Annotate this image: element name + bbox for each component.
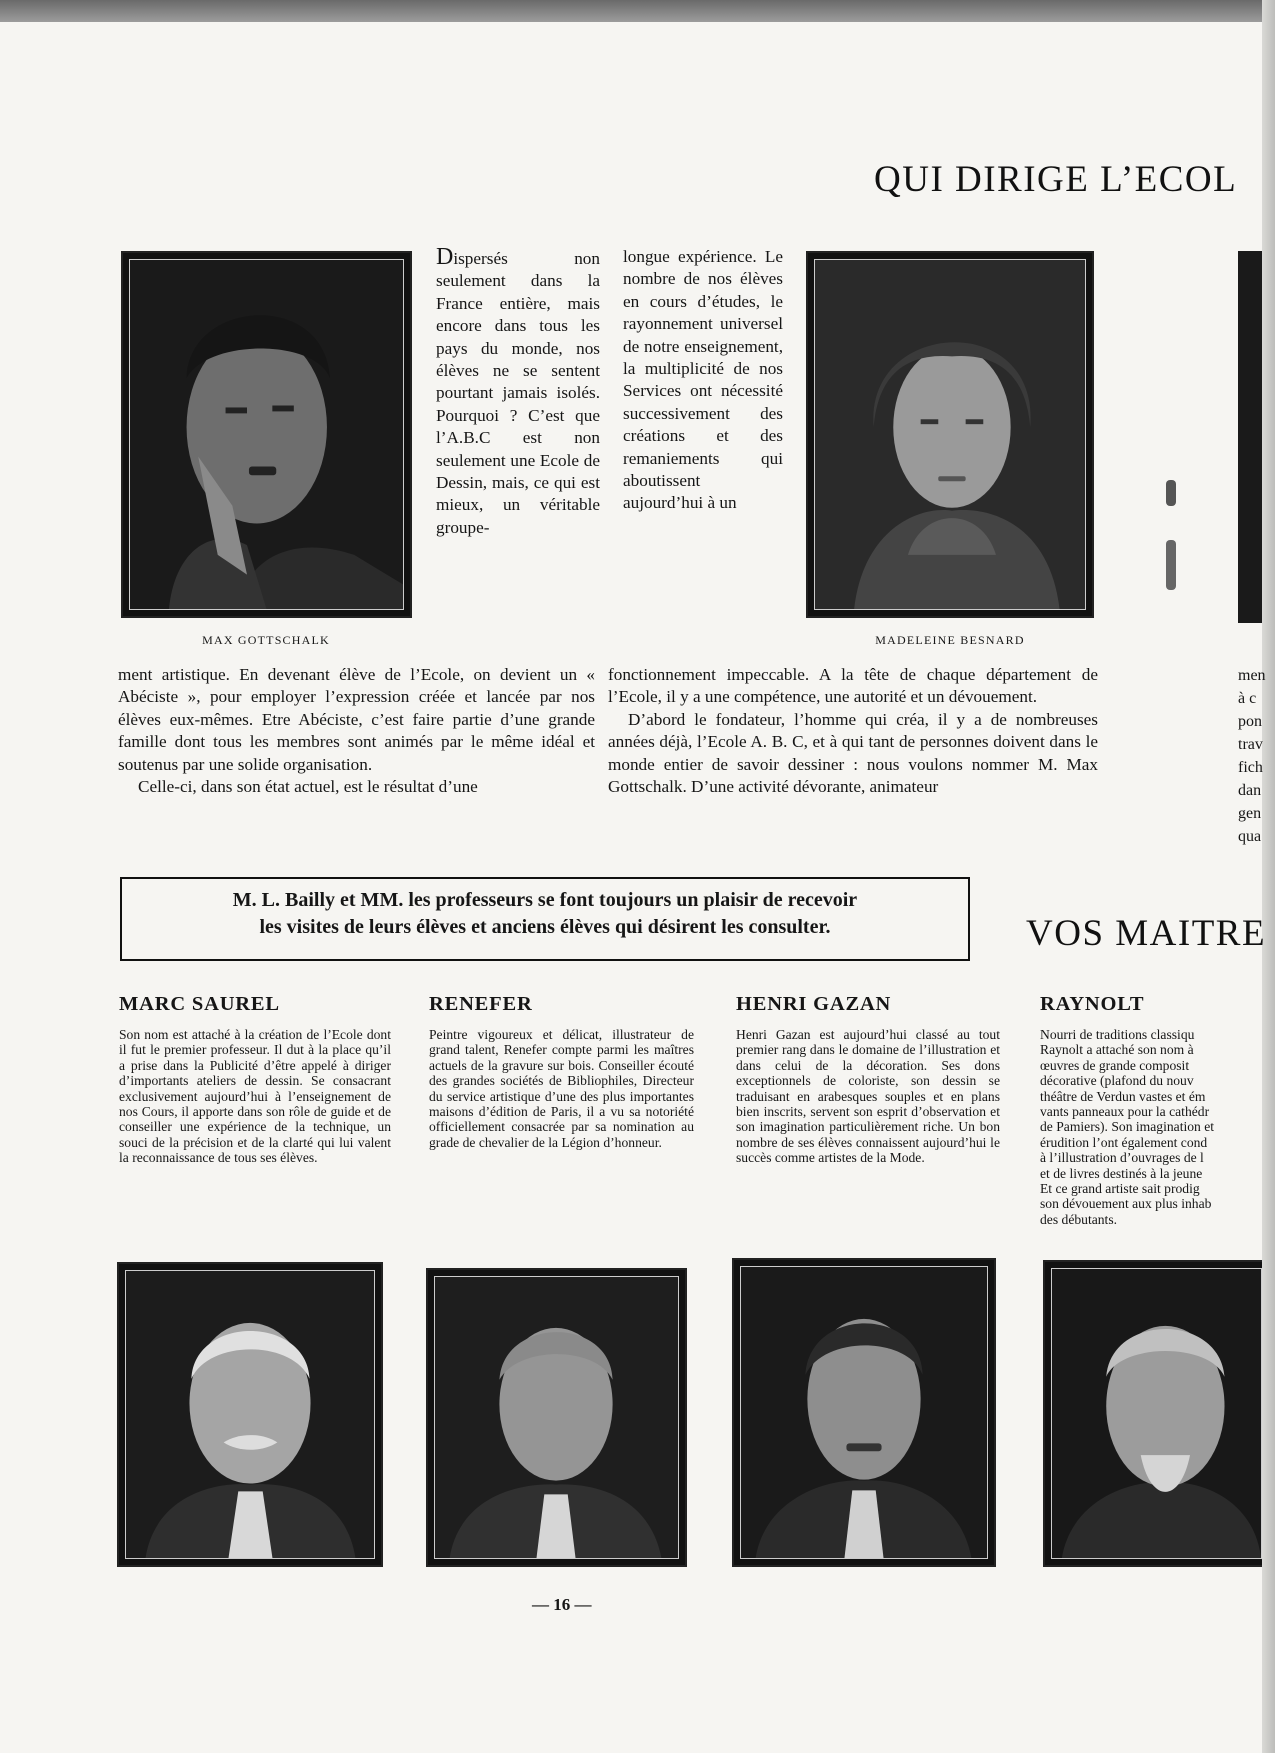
photo-henri-gazan: [732, 1258, 996, 1567]
master-bio: Henri Gazan est aujourd’hui classé au tout premier rang dans le domaine de l’illustration et dans celui de la décoration. Ses dons exceptionnels de coloriste, son dessin se traduisant en arabesques souples et en plans bien inscrits, servent son esprit d’observation et son imagination particulièrement riche. Un bon nombre de ses élèves connaissent aujourd’hui le succès comme artistes de la Mode.: [736, 1027, 1000, 1166]
paper-blemish: [1166, 480, 1176, 506]
page-top-edge: [0, 0, 1275, 22]
photo-cropped-right: [1238, 251, 1262, 623]
article-column-wide: fonctionnement impeccable. A la tête de chaque département de l’Ecole, il y a une compétence, une autorité et un dévouement. D’abord le fondateur, l’homme qui créa, il y a de nombreuses années déjà, l’Ecole A. B. C, et à qui tant de personnes doivent dans le monde entier de savoir dessiner : nous voulons nommer M. Max Gottschalk. D’une activité dévorante, animateur: [608, 665, 1098, 797]
master-name: RAYNOLT: [1040, 993, 1145, 1015]
portrait-figure: [1052, 1269, 1261, 1558]
article-column-narrow: longue expérience. Le nombre de nos élèves en cours d’études, le rayonnement universel de notre enseignement, la multiplicité de nos Services ont nécessité successivement des créations et des remaniements qui aboutissent aujourd’hui à un: [623, 247, 783, 513]
notice-box: M. L. Bailly et MM. les professeurs se font toujours un plaisir de recevoir les visites de leurs élèves et anciens élèves qui désirent les consulter.: [120, 877, 970, 961]
photo-renefer: [426, 1268, 687, 1567]
master-bio: Nourri de traditions classiqu Raynolt a attaché son nom à œuvres de grande composit décorative (plafond du nouv théâtre de Verdun vastes et ém vants panneaux pour la cathédr de Pamiers). Son imagination et érudition l’ont également cond à l’illustration d’ouvrages de l et de livres destinés à la jeune Et ce grand artiste sait prodig son dévouement aux plus inhab des débutants.: [1040, 1027, 1215, 1227]
page-right-edge: [1262, 0, 1275, 1753]
portrait-figure: [741, 1267, 987, 1558]
dropcap: D: [436, 244, 454, 270]
portrait-figure: [126, 1271, 374, 1558]
page-title: QUI DIRIGE L’ECOL: [874, 159, 1238, 200]
master-bio: Son nom est attaché à la création de l’Ecole dont il fut le premier professeur. Il dut à la place qu’il a prise dans la Publicité d’être appelé à diriger d’importants ateliers de dessin. Se consacrant exclusivement aujourd’hui à l’enseignement de nos Cours, il apporte dans son rôle de guide et de conseiller une expérience de la technique, un souci de la précision et de la clarté qui lui valent la reconnaissance de tous ses élèves.: [119, 1027, 391, 1166]
article-column-wide: ment artistique. En devenant élève de l’Ecole, on devient un « Abéciste », pour employer l’expression créée et lancée par nos élèves eux-mêmes. Etre Abéciste, c’est faire partie d’une grande famille dont tous les membres sont animés par le même idéal et soutenus par une solide organisation. Celle-ci, dans son état actuel, est le résultat d’une: [118, 665, 595, 797]
paper-blemish: [1166, 540, 1176, 590]
cropped-column-fragment: men à c pon trav fich dan gen qua: [1238, 667, 1266, 845]
page-number: — 16 —: [532, 1595, 592, 1614]
photo-marc-saurel: [117, 1262, 383, 1567]
photo-caption: MAX GOTTSCHALK: [202, 633, 330, 647]
master-name: HENRI GAZAN: [736, 993, 892, 1015]
photo-max-gottschalk: [121, 251, 412, 618]
article-column-narrow: Dispersés non seulement dans la France entière, mais encore dans tous les pays du monde, nos élèves ne se sentent pourtant jamais isolés. Pourquoi ? C’est que l’A.B.C est non seulement une Ecole de Dessin, mais, ce qui est mieux, un véritable groupe-: [436, 244, 600, 537]
portrait-figure: [435, 1277, 678, 1558]
master-name: MARC SAUREL: [119, 993, 280, 1015]
master-name: RENEFER: [429, 993, 533, 1015]
photo-madeleine-besnard: [806, 251, 1094, 618]
photo-raynolt: [1043, 1260, 1262, 1567]
section-title: VOS MAITRE: [1026, 913, 1267, 954]
photo-caption: MADELEINE BESNARD: [875, 633, 1025, 647]
portrait-figure: [815, 260, 1085, 609]
master-bio: Peintre vigoureux et délicat, illustrateur de grand talent, Renefer compte parmi les maîtres actuels de la gravure sur bois. Conseiller écouté des grandes sociétés de Bibliophiles, Directeur du service artistique d’une des plus importantes maisons d’édition de Paris, il a vu sa notoriété officiellement consacrée par sa nomination au grade de chevalier de la Légion d’honneur.: [429, 1027, 694, 1150]
portrait-figure: [130, 260, 403, 609]
